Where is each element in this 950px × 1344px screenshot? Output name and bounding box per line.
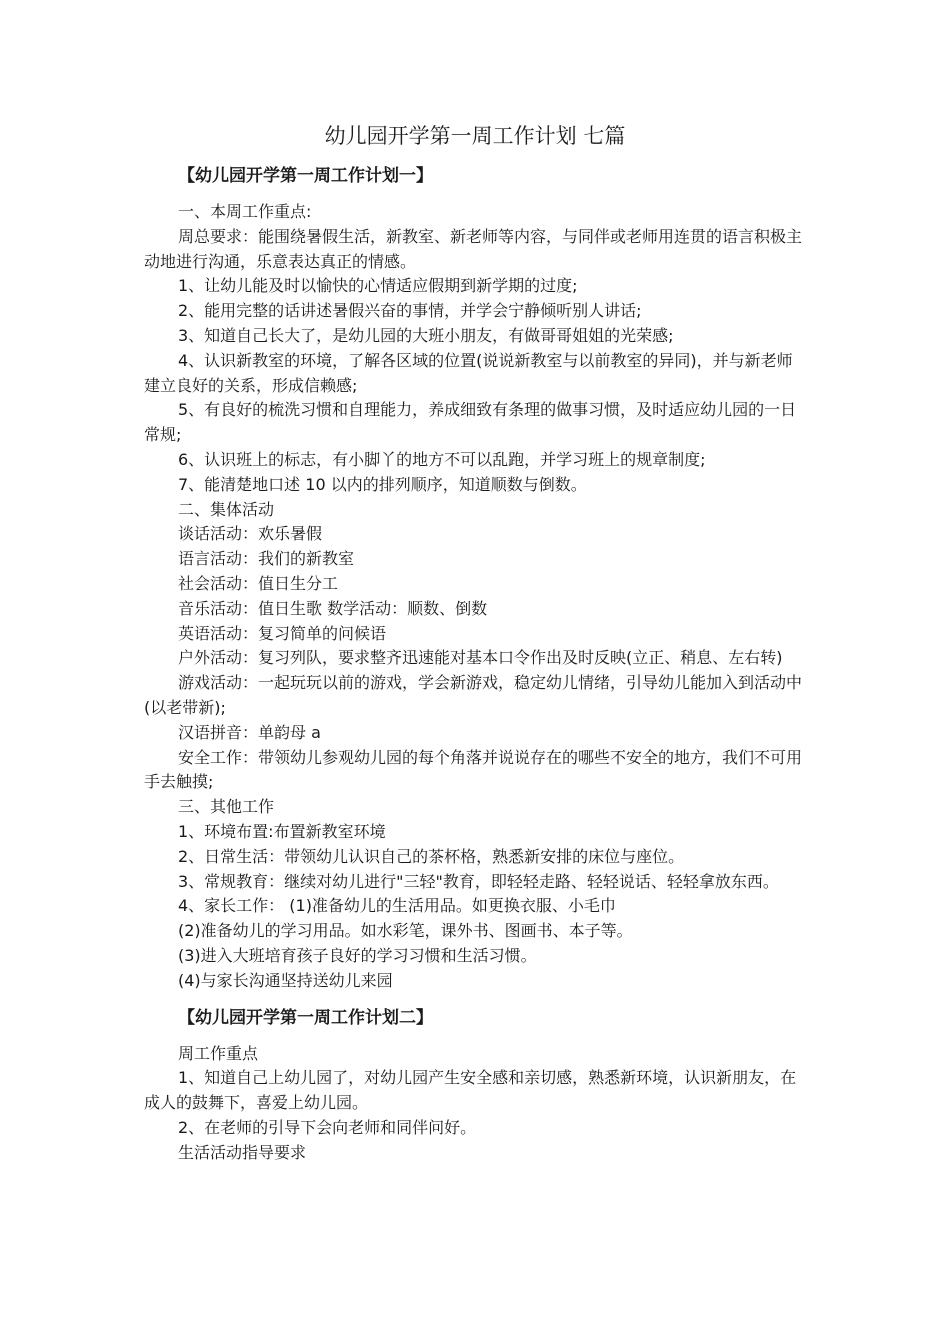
paragraph: 1、知道自己上幼儿园了，对幼儿园产生安全感和亲切感，熟悉新环境，认识新朋友，在成人的鼓舞下，喜爱上幼儿园。 [144,1068,797,1113]
paragraph: 5、有良好的梳洗习惯和自理能力，养成细致有条理的做事习惯，及时适应幼儿园的一日常规; [144,400,797,445]
section-1-heading: 【幼儿园开学第一周工作计划一】 [178,166,433,186]
paragraph: 汉语拼音：单韵母 a [178,722,321,742]
paragraph: 游戏活动：一起玩玩以前的游戏，学会新游戏，稳定幼儿情绪，引导幼儿能加入到活动中 (以老带新); [144,673,803,717]
paragraph: 6、认识班上的标志，有小脚丫的地方不可以乱跑，并学习班上的规章制度; [178,449,706,469]
paragraph: 一、本周工作重点: [178,202,312,221]
paragraph: 3、常规教育：继续对幼儿进行"三轻"教育，即轻轻走路、轻轻说话、轻轻拿放东西。 [178,871,779,891]
paragraph: 谈话活动：欢乐暑假 [178,524,323,544]
paragraph: 2、能用完整的话讲述暑假兴奋的事情，并学会宁静倾听别人讲话; [178,301,642,321]
paragraph: 三、其他工作 [178,797,275,817]
paragraph: 音乐活动：值日生歌 数学活动：顺数、倒数 [178,598,488,618]
paragraph: 语言活动：我们的新教室 [178,549,355,569]
paragraph: 生活活动指导要求 [178,1142,307,1162]
paragraph: 1、让幼儿能及时以愉快的心情适应假期到新学期的过度; [178,276,578,296]
paragraph: 7、能清楚地口述 10 以内的排列顺序，知道顺数与倒数。 [178,474,587,494]
paragraph: 4、家长工作： (1)准备幼儿的生活用品。如更换衣服、小毛巾 [178,896,616,916]
paragraph: 社会活动：值日生分工 [178,573,339,593]
paragraph: 3、知道自己长大了，是幼儿园的大班小朋友，有做哥哥姐姐的光荣感; [178,325,674,345]
paragraph: 周工作重点 [178,1043,259,1063]
document-title: 幼儿园开学第一周工作计划 七篇 [324,124,626,148]
section-2-heading: 【幼儿园开学第一周工作计划二】 [178,1007,433,1028]
paragraph: 英语活动：复习简单的问候语 [178,623,387,643]
paragraph: 2、日常生活：带领幼儿认识自己的茶杯格，熟悉新安排的床位与座位。 [178,846,685,866]
paragraph: 周总要求：能围绕暑假生活，新教室、新老师等内容，与同伴或老师用连贯的语言积极主动地进行沟通，乐意表达真正的情感。 [144,226,803,271]
paragraph: (3)进入大班培育孩子良好的学习习惯和生活习惯。 [178,945,537,965]
paragraph: 2、在老师的引导下会向老师和同伴问好。 [178,1117,477,1137]
section-2-content [144,1042,808,1166]
section-1-content [144,200,808,994]
paragraph: (2)准备幼儿的学习用品。如水彩笔，课外书、图画书、本子等。 [178,921,633,941]
paragraph: 4、认识新教室的环境，了解各区域的位置(说说新教室与以前教室的异同)，并与新老师建立良好的关系，形成信赖感; [144,350,793,395]
paragraph: 1、环境布置:布置新教室环境 [178,821,386,841]
paragraph: (4)与家长沟通坚持送幼儿来园 [178,970,393,990]
paragraph: 安全工作：带领幼儿参观幼儿园的每个角落并说说存在的哪些不安全的地方，我们不可用手去触摸; [144,747,803,792]
paragraph: 户外活动：复习列队，要求整齐迅速能对基本口令作出及时反映(立正、稍息、左右转) [178,648,783,668]
paragraph: 二、集体活动 [178,499,275,519]
document-body [144,160,808,1165]
